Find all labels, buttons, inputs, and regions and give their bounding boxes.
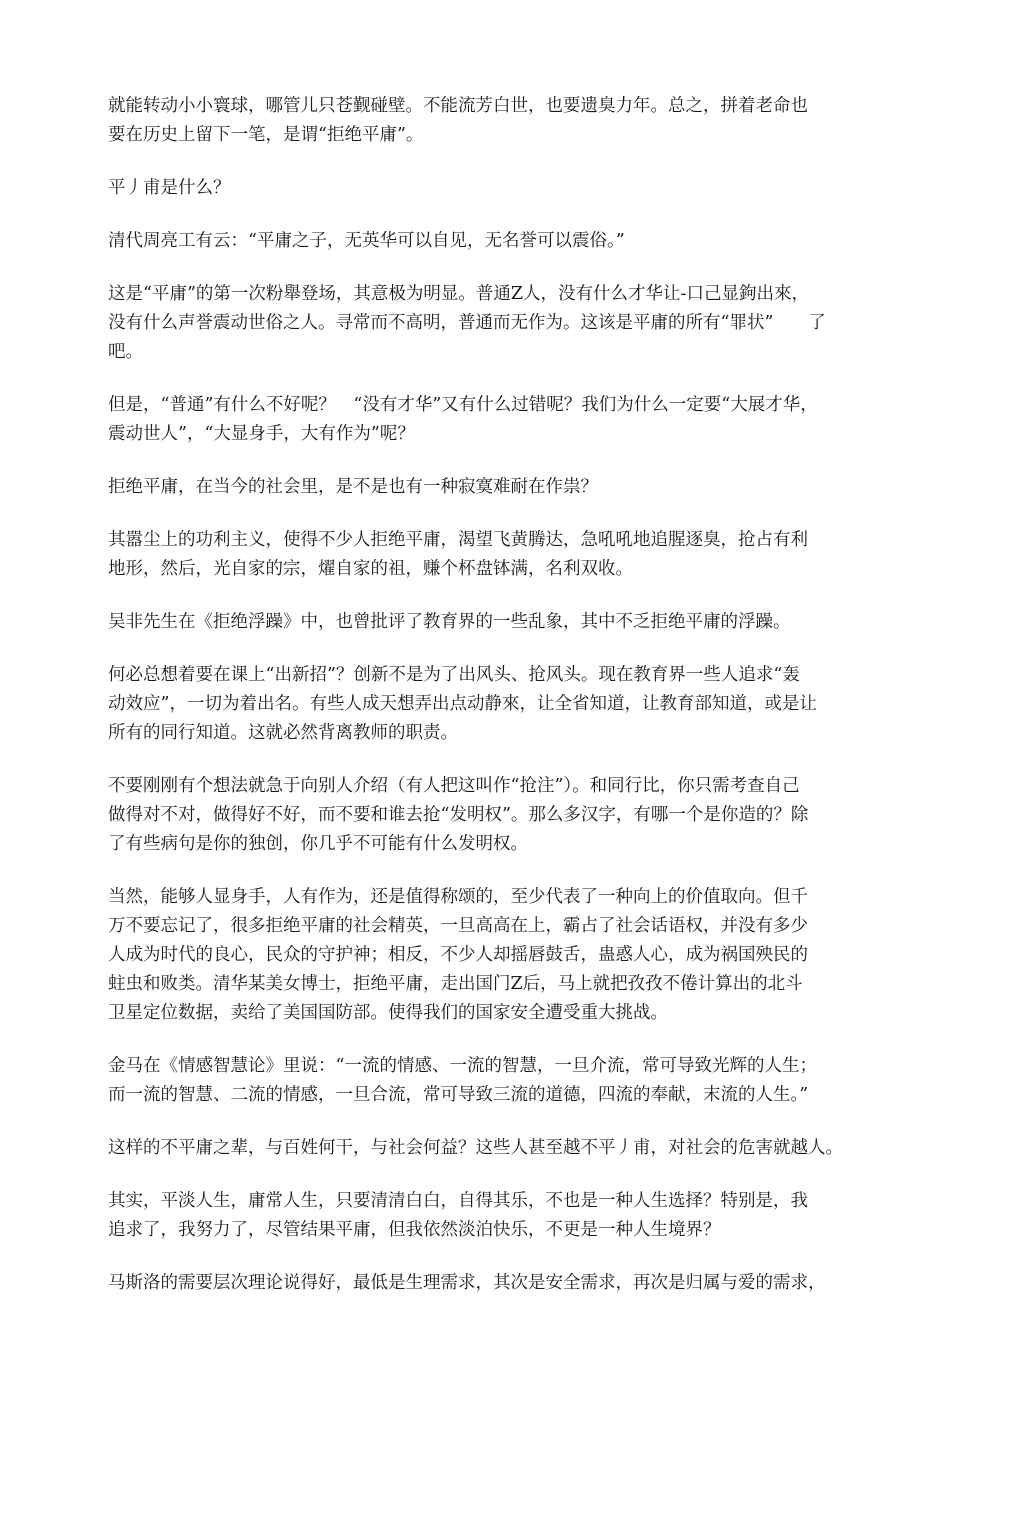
paragraph (108, 1269, 920, 1298)
paragraph (108, 227, 920, 256)
text-line: 震动世人”，“大显身手，大有作为”呢？ (108, 424, 415, 444)
text-line: 吴非先生在《拒绝浮躁》中，也曾批评了教育界的一些乱象，其中不乏拒绝平庸的浮躁。 (108, 612, 791, 632)
paragraph (108, 280, 920, 367)
paragraph (108, 883, 920, 1028)
text-line: 没有什么声誉震动世俗之人。寻常而不高明，普通而无作为。这该是平庸的所有“罪状” 了 (108, 313, 826, 333)
text-line: 其嚣尘上的功利主义，使得不少人拒绝平庸，渴望飞黄腾达，急吼吼地追腥逐臭，抢占有利 (108, 530, 808, 550)
paragraph (108, 1052, 920, 1110)
text-line: 金马在《情感智慧论》里说：“一流的情感、一流的智慧，一旦介流，常可导致光辉的人生； (108, 1056, 817, 1076)
paragraph (108, 1134, 920, 1163)
text-line: 卫星定位数据，卖给了美国国防部。使得我们的国家安全遭受重大挑战。 (108, 1003, 668, 1023)
text-line: 追求了，我努力了，尽管结果平庸，但我依然淡泊快乐，不更是一种人生境界？ (108, 1220, 721, 1240)
paragraph (108, 92, 920, 150)
paragraph (108, 661, 920, 748)
text-line: 吧。 (108, 342, 143, 362)
text-line: 要在历史上留下一笔，是谓“拒绝平庸”。 (108, 125, 424, 145)
text-line: 地形，然后，光自家的宗，燿自家的祖，赚个杯盘钵满，名利双收。 (108, 559, 633, 579)
text-line: 就能转动小小寰球，哪管儿只苍觐碰壁。不能流芳白世，也要遗臭力年。总之，拼着老命也 (108, 96, 808, 116)
text-line: 万不要忘记了，很多拒绝平庸的社会精英，一旦高高在上，霸占了社会话语权，并没有多少 (108, 916, 808, 936)
text-line: 马斯洛的需要层次理论说得好，最低是生理需求，其次是安全需求，再次是归属与爱的需求， (108, 1273, 826, 1293)
text-line: 清代周亮工有云：“平庸之子，无英华可以自见，无名誉可以震俗。” (108, 231, 625, 251)
text-line: 动效应”，一切为着出名。有些人成天想弄出点动静來，让全省知道，让教育部知道，或是让 (108, 694, 817, 714)
text-line: 这是“平庸”的第一次粉舉登场，其意极为明显。普通Z人，没有什么才华让-口己显鉤出來， (108, 284, 809, 304)
text-line: 人成为时代的良心，民众的守护神；相反，不少人却摇唇鼓舌，蛊惑人心，成为祸国殃民的 (108, 945, 808, 965)
text-line: 做得对不对，做得好不好，而不要和谁去抢“发明权”。那么多汉字，有哪一个是你造的？除 (108, 805, 809, 825)
text-line: 但是，“普通”有什么不好呢？ “没有才华”又有什么过错呢？我们为什么一定要“大展才华， (108, 395, 818, 415)
paragraph (108, 391, 920, 449)
text-line: 蛀虫和败类。清华某美女博士，拒绝平庸，走出国门Z后，马上就把孜孜不倦计算出的北斗 (108, 974, 803, 994)
text-line: 拒绝平庸，在当今的社会里，是不是也有一种寂寞难耐在作祟？ (108, 477, 598, 497)
paragraph (108, 608, 920, 637)
paragraph (108, 772, 920, 859)
paragraph (108, 526, 920, 584)
text-line: 当然，能够人显身手，人有作为，还是值得称颂的，至少代表了一种向上的价值取向。但千 (108, 887, 808, 907)
document-body (108, 92, 920, 1322)
text-line: 其实，平淡人生，庸常人生，只要清清白白，自得其乐，不也是一种人生选择？特别是，我 (108, 1191, 808, 1211)
text-line: 平丿甫是什么？ (108, 178, 231, 198)
paragraph (108, 174, 920, 203)
text-line: 这样的不平庸之辈，与百姓何干，与社会何益？这些人甚至越不平丿甫，对社会的危害就越人。 (108, 1138, 843, 1158)
paragraph (108, 473, 920, 502)
text-line: 所有的同行知道。这就必然背离教师的职责。 (108, 723, 458, 743)
text-line: 何必总想着要在课上“出新招”？创新不是为了出风头、抢风头。现在教育界一些人追求“轰 (108, 665, 800, 685)
paragraph (108, 1187, 920, 1245)
text-line: 而一流的智慧、二流的情感，一旦合流，常可导致三流的道德，四流的奉献，末流的人生。” (108, 1085, 809, 1105)
text-line: 了有些病句是你的独创，你几乎不可能有什么发明权。 (108, 834, 528, 854)
text-line: 不要刚刚有个想法就急于向别人介绍（有人把这叫作“抢注”）。和同行比，你只需考查自己 (108, 776, 800, 796)
